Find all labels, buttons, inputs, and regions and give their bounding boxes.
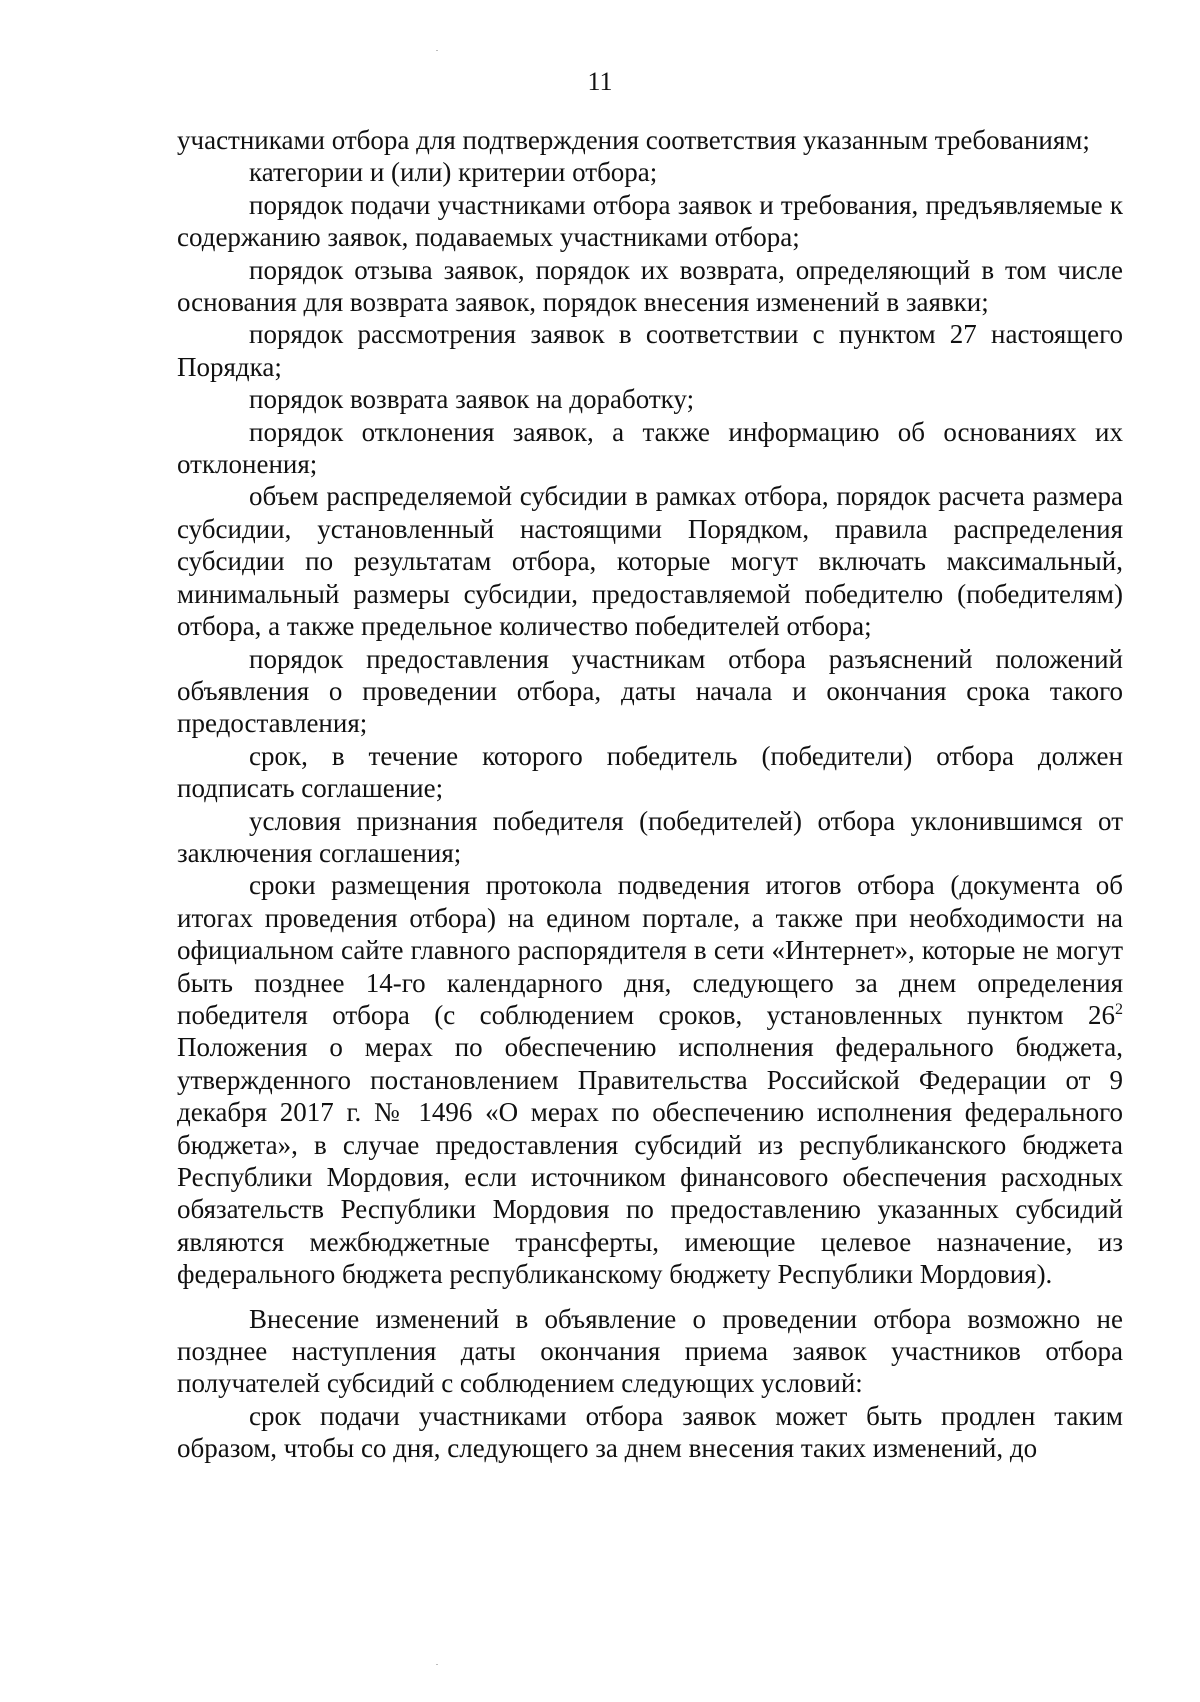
scan-speck xyxy=(436,1664,438,1665)
document-body xyxy=(177,124,1123,1465)
paragraph: порядок отклонения заявок, а также информацию об основаниях их отклонения; xyxy=(177,416,1123,480)
paragraph: порядок предоставления участникам отбора разъяснений положений объявления о проведении отбора, даты начала и окончания срока такого предоставления; xyxy=(177,643,1123,739)
scan-speck xyxy=(436,50,438,51)
paragraph: участниками отбора для подтверждения соответствия указанным требованиям; xyxy=(177,125,1090,155)
paragraph: порядок рассмотрения заявок в соответствии с пунктом 27 настоящего Порядка; xyxy=(177,319,1123,382)
paragraph: порядок отзыва заявок, порядок их возврата, определяющий в том числе основания для возврата заявок, порядок внесения изменений в заявки; xyxy=(177,254,1123,318)
page-number: 11 xyxy=(587,67,613,96)
paragraph: категории и (или) критерии отбора; xyxy=(249,157,658,188)
paragraph-text: сроки размещения протокола подведения итогов отбора (документа об итогах проведения отбора) на едином портале, а также при необходимости на официальном сайте главного распорядителя в сети «Интернет», которые не могут быть позднее 14-го календарного дня, следующего за днем определения победителя отбора (с соблюдением сроков, установленных пунктом 26 xyxy=(177,870,1123,1030)
paragraph: порядок подачи участниками отбора заявок и требования, предъявляемые к содержанию заявок, подаваемых участниками отбора; xyxy=(177,189,1123,253)
paragraph-text: Положения о мерах по обеспечению исполнения федерального бюджета, утвержденного постановлением Правительства Российской Федерации от 9 декабря 2017 г. № 1496 «О мерах по обеспечению исполнения федерального бюджета», в случае предоставления субсидий из республиканского бюджета Республики Мордовия, если источником финансового обеспечения расходных обязательств Республики Мордовия по предоставлению указанных субсидий являются межбюджетные трансферты, имеющие целевое назначение, из федерального бюджета республиканскому бюджету Республики Мордовия). xyxy=(177,1032,1123,1290)
paragraph: срок подачи участниками отбора заявок может быть продлен таким образом, чтобы со дня, следующего за днем внесения таких изменений, до xyxy=(177,1400,1123,1464)
paragraph: Внесение изменений в объявление о проведении отбора возможно не позднее наступления даты окончания приема заявок участников отбора получателей субсидий с соблюдением следующих условий: xyxy=(177,1303,1123,1399)
paragraph-with-footnote xyxy=(177,869,1123,1290)
paragraph: объем распределяемой субсидии в рамках отбора, порядок расчета размера субсидии, установленный настоящими Порядком, правила распределения субсидии по результатам отбора, которые могут включать максимальный, минимальный размеры субсидии, предоставляемой победителю (победителям) отбора, а также предельное количество победителей отбора; xyxy=(177,481,1123,642)
superscript: 2 xyxy=(1115,1000,1123,1018)
paragraph: порядок возврата заявок на доработку; xyxy=(249,384,695,415)
paragraph: срок, в течение которого победитель (победители) отбора должен подписать соглашение; xyxy=(177,740,1123,804)
paragraph: условия признания победителя (победителей) отбора уклонившимся от заключения соглашения; xyxy=(177,805,1123,868)
